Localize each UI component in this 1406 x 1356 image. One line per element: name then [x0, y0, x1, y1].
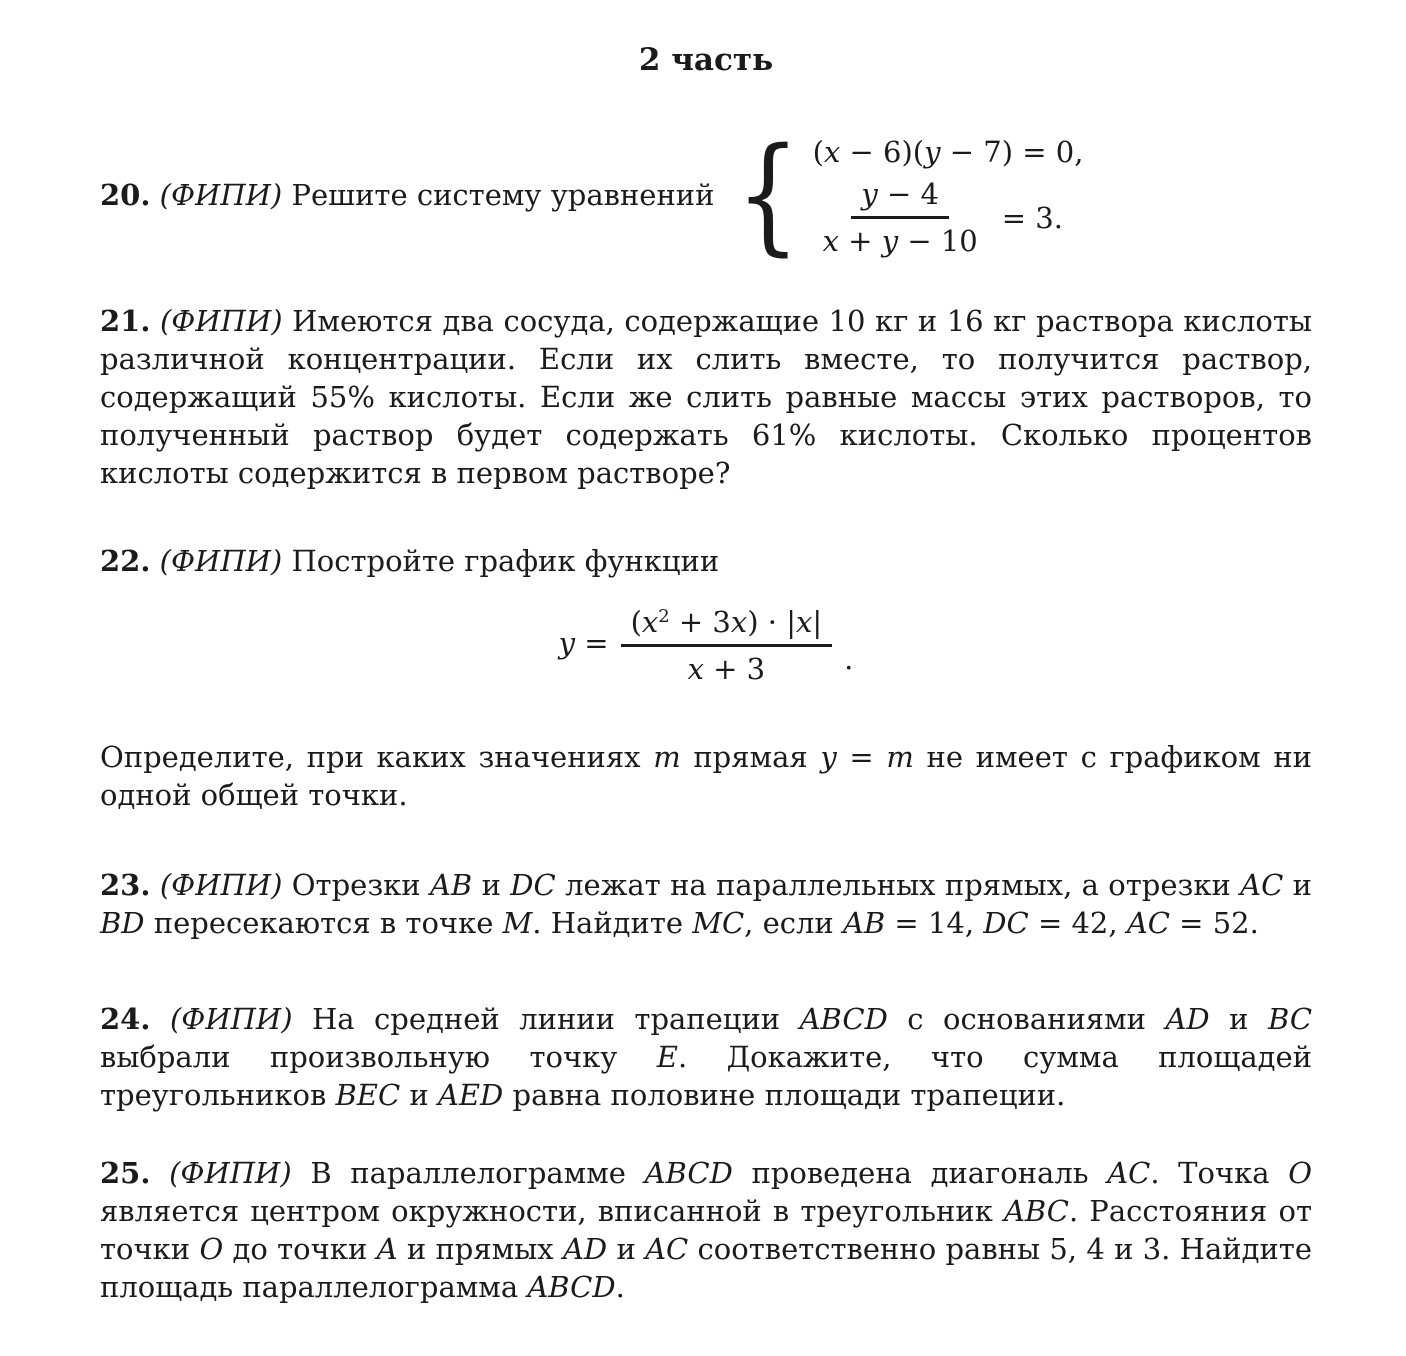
page-title: 2 часть [638, 42, 774, 78]
problem-source: (ФИПИ) [159, 178, 283, 212]
problem-text: В параллелограмме ABCD проведена диагональ AC. Точка O является центром окружности, вписанной в треугольник ABC. Расстояния от точки O до точки A и прямых AD и AC соответственно равны 5, 4 и 3. Найдите площадь параллелограмма ABCD. [100, 1155, 1312, 1304]
problem-22-question [100, 738, 1312, 814]
function-formula [100, 600, 1312, 686]
problem-text: На средней линии трапеции ABCD с основаниями AD и BC выбрали произвольную точку E. Докажите, что сумма площадей треугольников BEC и AED равна половине площади трапеции. [100, 1001, 1313, 1112]
formula-lhs: y = [558, 625, 609, 660]
system-brace: { [736, 121, 801, 268]
problem-20 [100, 121, 1312, 268]
fraction-numerator: $(x^2 + 3x) \cdot |x|$ [621, 600, 833, 647]
problem-text: Решите систему уравнений [291, 178, 715, 212]
problem-number: 25. [100, 1155, 151, 1190]
problem-number: 23. [100, 867, 151, 902]
problem-24 [100, 1000, 1312, 1114]
system-equation-2 [813, 177, 1063, 258]
problem-20-intro [100, 176, 714, 214]
problem-number: 24. [100, 1001, 151, 1036]
problem-text: Отрезки AB и DC лежат на параллельных прямых, а отрезки AC и BD пересекаются в точке M. Найдите MC, если AB = 14, DC = 42, AC = 52. [100, 867, 1313, 940]
problem-source: (ФИПИ) [159, 544, 283, 578]
fraction-numerator: y − 4 [851, 177, 949, 219]
fraction [621, 600, 833, 686]
fraction [813, 177, 988, 258]
system-equations [813, 132, 1084, 258]
problem-23 [100, 866, 1312, 942]
system-equation-1: (x − 6)(y − 7) = 0, [812, 135, 1084, 169]
fraction-denominator: x + y − 10 [822, 224, 978, 258]
problem-source: (ФИПИ) [169, 1155, 292, 1190]
problem-number: 21. [100, 304, 151, 338]
problem-source: (ФИПИ) [159, 304, 283, 338]
problem-text: Имеются два сосуда, содержащие 10 кг и 16 кг раствора кислоты различной концентрации. Если их слить вместе, то получится раствор, содержащий 55% кислоты. Если же слить равные массы этих растворов, то полученный раствор будет содержать 61% кислоты. Сколько процентов кислоты содержится в первом растворе? [100, 304, 1313, 490]
problem-source: (ФИПИ) [159, 867, 283, 902]
problem-text: Постройте график функции [291, 544, 720, 578]
problem-number: 20. [100, 178, 151, 212]
problem-number: 22. [100, 544, 151, 578]
equation-rhs: = 3. [1001, 200, 1063, 235]
problem-22 [100, 542, 1312, 580]
equation-system [728, 121, 1084, 268]
fraction-denominator: x + 3 [687, 651, 766, 686]
problem-text: Определите, при каких значениях m прямая y = m не имеет с графиком ни одной общей точки. [100, 739, 1313, 812]
problem-21 [100, 302, 1312, 492]
formula-suffix: . [844, 641, 854, 676]
problem-source: (ФИПИ) [169, 1001, 293, 1036]
problem-25 [100, 1154, 1312, 1306]
